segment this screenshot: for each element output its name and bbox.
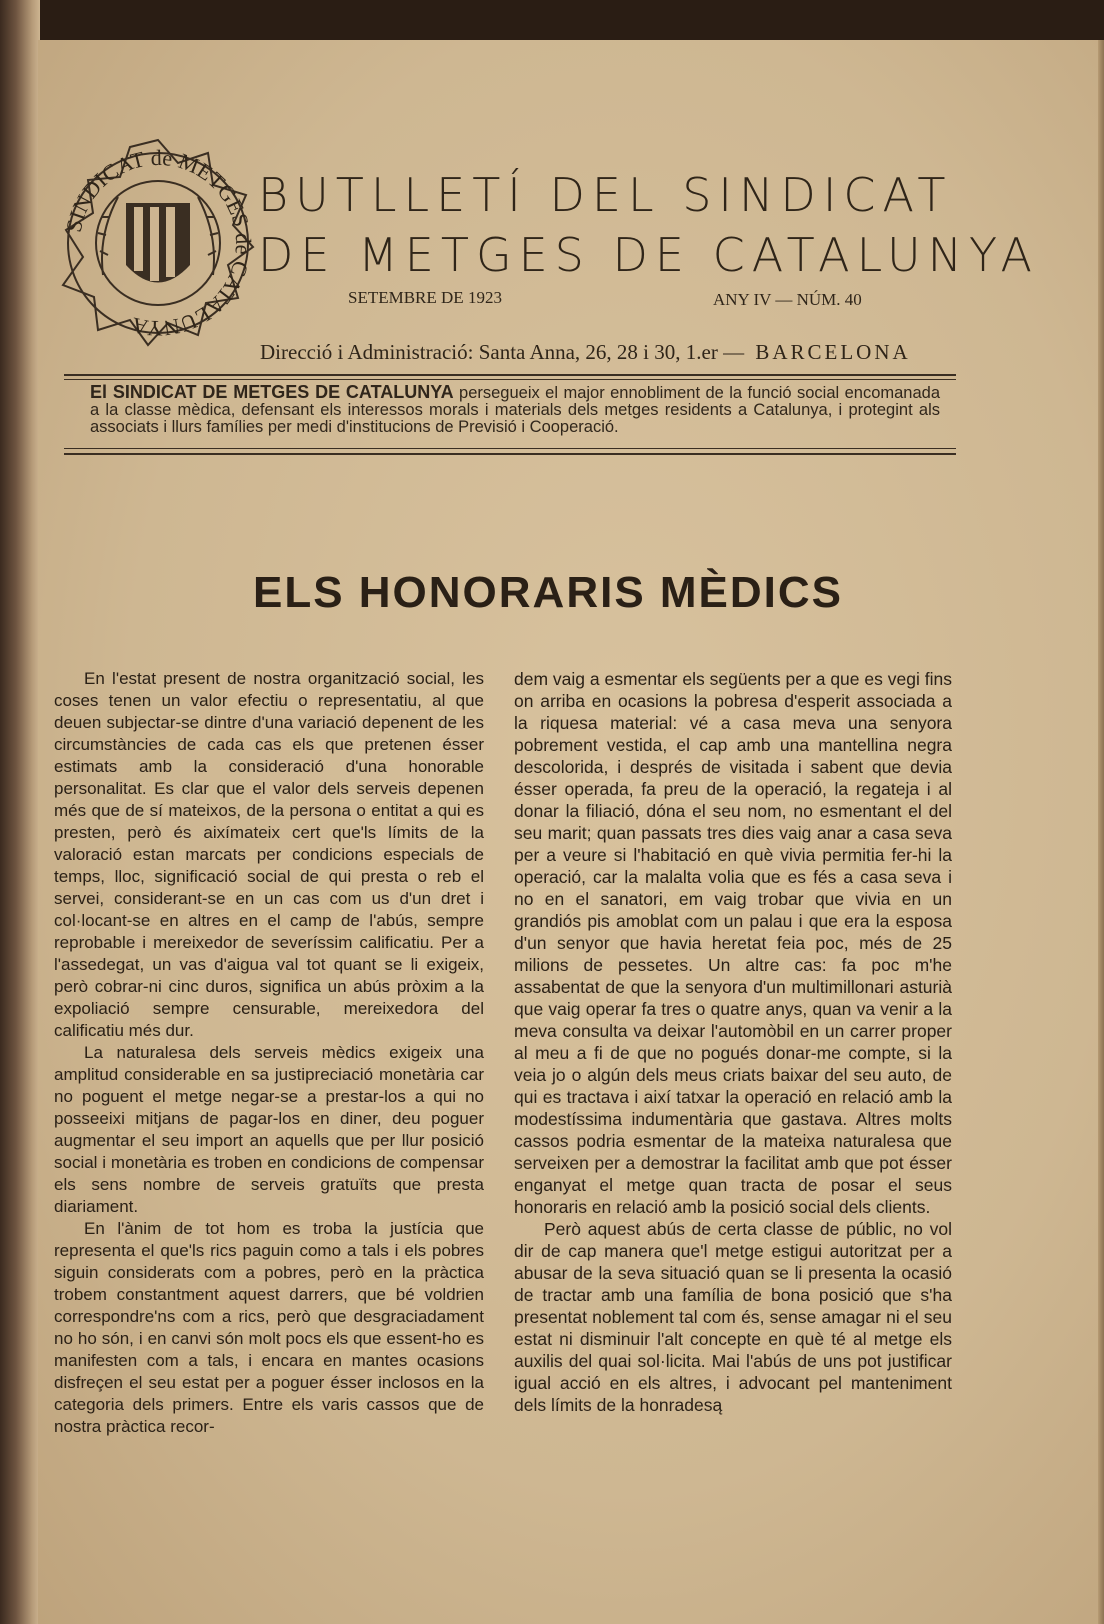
article-paragraph: dem vaig a esmentar els següents per a que es vegi fins on arriba en ocasions la pobresa d'esperit associada a la riquesa material: vé a casa meva una senyora pobrement vestida, el cap amb una mantellina negra descolorida, i després de visitada i sabent que devia ésser operada, fa preu de la operació, la regateja i al donar la filiació, dóna el seu nom, no esmentant el del seu marit; quan passats tres dies vaig anar a casa seva per a veure si l'habitació en què vivia permitia fer-hi la operació, car la malalta volia que es fés a casa seva i no en el sanatori, em vaig trobar que vivia en un grandiós pis amoblat com un palau i que era la esposa d'un senyor que havia heretat feia poc, més de 25 milions de pessetes. Un altre cas: fa poc m'he assabentat de que la senyora d'un multimillonari asturià que vaig operar fa tres o quatre anys, quan va venir a la meva consulta va deixar l'automòbil en un carrer proper al meu a fi de que no pogués donar-me compte, si la veia jo o algún dels meus criats baixar del seu auto, de qui es tractava i així tatxar la operació en relació amb la modestíssima indumentària que gastava. Altres molts cassos podria esmentar de la mateixa naturalesa que serveixen per a demostrar la facilitat amb que pot ésser enganyat el metge quan tracta de posar el seus honoraris en relació amb la posició social dels clients.: [514, 669, 952, 1217]
top-rule-thin: [64, 379, 956, 380]
mission-org: El SINDICAT DE METGES DE CATALUNYA: [90, 382, 454, 402]
article-paragraph: La naturalesa dels serveis mèdics exigeix una amplitud considerable en sa justipreciació monetària car no poguent el metge negar-se a prestar-los a qui no posseeixi mitjans de pagar-los en diner, deu poguer augmentar el seu import an aquells que per llur posició social i monetària es troben en condicions de compensar els sens nombre de serveis gratuïts que presta diariament.: [54, 1043, 484, 1216]
issue-date: SETEMBRE DE 1923: [348, 288, 502, 307]
book-binding: [0, 0, 40, 1624]
article-title: ELS HONORARIS MÈDICS: [252, 568, 844, 617]
masthead-title-line-1: BUTLLETÍ DEL SINDICAT: [258, 168, 953, 222]
address-text: Direcció i Administració: Santa Anna, 26, 28 i 30, 1.er —: [260, 340, 745, 364]
top-rule: [64, 374, 956, 376]
mission-statement: [90, 384, 940, 436]
issue-number: ANY IV — NÚM. 40: [713, 290, 862, 309]
sindicat-seal-logo: [58, 135, 258, 350]
article-paragraph: Però aquest abús de certa classe de públic, no vol dir de cap manera que'l metge estigui autoritzat per a abusar de la seva situació quan se li presenta la ocasió de tractar amb una família de bona posició que s'ha presentat noblement tal com és, sense amagar ni el seu estat ni disminuir l'alt concepte en què té al metge els auxilis del quai sol·licita. Mai l'abús de uns pot justificar igual acció en els altres, i advocant pel manteniment dels límits de la honradesą: [514, 1219, 952, 1415]
bottom-rule-thin: [64, 448, 956, 449]
address-city: BARCELONA: [755, 340, 911, 364]
bottom-rule: [64, 453, 956, 455]
address-line: [260, 340, 1040, 365]
article-column-right: [514, 668, 952, 1416]
article-paragraph: En l'ànim de tot hom es troba la justícia que representa el que'ls rics paguin como a tals i els pobres siguin considerats com a pobres, però en la pràctica trobem constantment aquest darrers, que bé voldrien correspondre'ns com a rics, però que desgraciadament no ho són, i en canvi són molt pocs els que essent-ho es manifesten com a tals, i encara en mantes ocasions disfreçen el seu estat per a poguer ésser inclosos en la categoria dels primers. Entre els varis cassos que de nostra pràctica recor-: [54, 1219, 484, 1436]
masthead-title-line-2: DE METGES DE CATALUNYA: [258, 228, 1040, 282]
seal-ring-text: SINDICAT de METGES de CATALUNYA: [60, 144, 257, 342]
article-column-left: [54, 668, 484, 1438]
document-page: [38, 40, 1104, 1624]
mission-text: persegueix el major ennobliment de la funció social encomanada a la classe mèdica, defensant els interessos morals i materials dels metges residents a Catalunya, i protegint als associats i llurs famílies per medi d'institucions de Previsió i Cooperació.: [90, 384, 940, 436]
article-paragraph: En l'estat present de nostra organització social, les coses tenen un valor efectiu o representatiu, al que deuen subjectar-se dintre d'una variació depenent de les circumstàncies de cada cas els que pretenen ésser estimats amb la consideració d'una honorable personalitat. Es clar que el valor dels serveis depenen més que de sí mateixos, de la persona o entitat a qui es presten, però és aixímateix cert que'ls límits de la valoració estan marcats per condicions especials de temps, lloc, significació social de qui presta o reb el servei, considerant-se en un cas com us d'un dret i col·locant-se en altres en el camp de l'abús, sempre reprobable i mereixedor de severíssim calificatiu. Per a l'assedegat, un vas d'aigua val tot quant se li exigeix, però cobrar-ni cinc duros, significa un abús pròxim a la expoliació sempre censurable, mereixedora del calificatiu més dur.: [54, 669, 484, 1040]
page-edge: [1098, 40, 1104, 1624]
